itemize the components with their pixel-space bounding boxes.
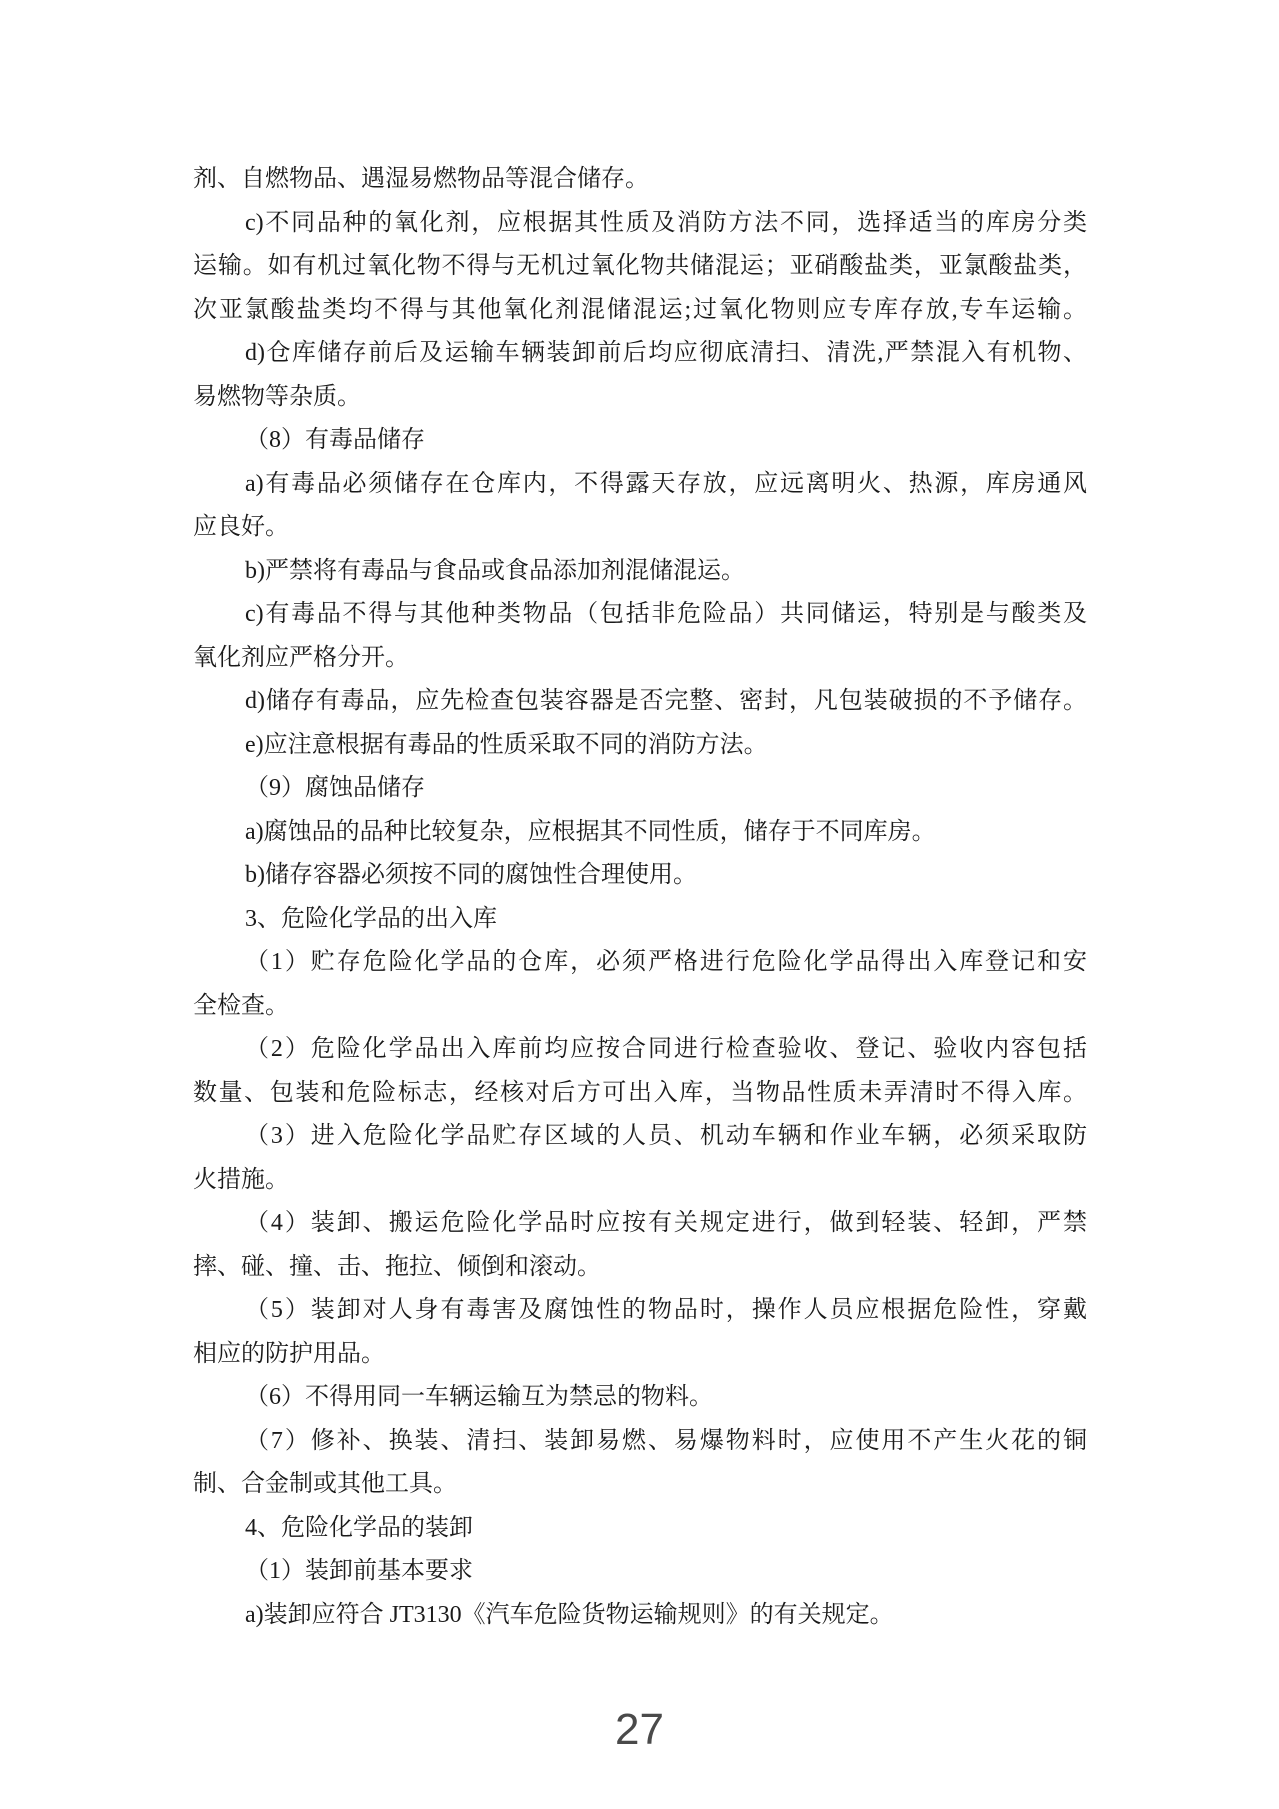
text-line: 火措施。 [193,1166,289,1193]
text-line: 易燃物等杂质。 [193,383,361,410]
text-line: 全检查。 [193,992,289,1019]
text-line: 氧化剂应严格分开。 [193,644,409,671]
text-line: b)储存容器必须按不同的腐蚀性合理使用。 [245,862,697,888]
page-number: 27 [615,1705,664,1754]
text-line: （1）贮存危险化学品的仓库，必须严格进行危险化学品得出入库登记和安 [245,949,1087,975]
text-line: 应良好。 [193,514,289,540]
document-body [193,158,1087,1637]
text-line: 制、合金制或其他工具。 [193,1471,457,1497]
text-line: 次亚氯酸盐类均不得与其他氧化剂混储混运;过氧化物则应专库存放,专车运输。 [193,296,1087,323]
text-line: b)严禁将有毒品与食品或食品添加剂混储混运。 [245,557,745,584]
text-line: （9）腐蚀品储存 [245,775,425,801]
text-line: （2）危险化学品出入库前均应按合同进行检查验收、登记、验收内容包括 [245,1036,1087,1062]
text-line: 摔、碰、撞、击、拖拉、倾倒和滚动。 [193,1253,601,1280]
text-line: （3）进入危险化学品贮存区域的人员、机动车辆和作业车辆，必须采取防 [245,1123,1087,1149]
text-line: c)不同品种的氧化剂，应根据其性质及消防方法不同，选择适当的库房分类 [245,209,1087,236]
text-line: a)腐蚀品的品种比较复杂，应根据其不同性质，储存于不同库房。 [245,818,936,845]
text-line: （8）有毒品储存 [245,427,425,453]
text-line: a)有毒品必须储存在仓库内，不得露天存放，应远离明火、热源，库房通风 [245,470,1087,497]
text-line: d)储存有毒品，应先检查包装容器是否完整、密封，凡包装破损的不予储存。 [245,688,1087,714]
text-line: 数量、包装和危险标志，经核对后方可出入库，当物品性质未弄清时不得入库。 [193,1079,1087,1106]
text-line: d)仓库储存前后及运输车辆装卸前后均应彻底清扫、清洗,严禁混入有机物、 [245,340,1087,366]
text-line: 4、危险化学品的装卸 [245,1514,473,1541]
text-line: 相应的防护用品。 [193,1340,385,1367]
text-line: a)装卸应符合 JT3130《汽车危险货物运输规则》的有关规定。 [245,1601,894,1628]
text-line: c)有毒品不得与其他种类物品（包括非危险品）共同储运，特别是与酸类及 [245,601,1087,627]
text-line: （5）装卸对人身有毒害及腐蚀性的物品时，操作人员应根据危险性，穿戴 [245,1297,1087,1323]
text-line: （1）装卸前基本要求 [245,1558,473,1584]
text-line: 剂、自燃物品、遇湿易燃物品等混合储存。 [193,166,649,192]
text-line: （4）装卸、搬运危险化学品时应按有关规定进行，做到轻装、轻卸，严禁 [245,1210,1087,1236]
text-line: 运输。如有机过氧化物不得与无机过氧化物共储混运；亚硝酸盐类，亚氯酸盐类， [193,253,1087,279]
text-line: e)应注意根据有毒品的性质采取不同的消防方法。 [245,731,768,758]
text-line: （6）不得用同一车辆运输互为禁忌的物料。 [245,1384,713,1410]
text-line: （7）修补、换装、清扫、装卸易燃、易爆物料时，应使用不产生火花的铜 [245,1427,1087,1454]
text-line: 3、危险化学品的出入库 [245,905,497,932]
